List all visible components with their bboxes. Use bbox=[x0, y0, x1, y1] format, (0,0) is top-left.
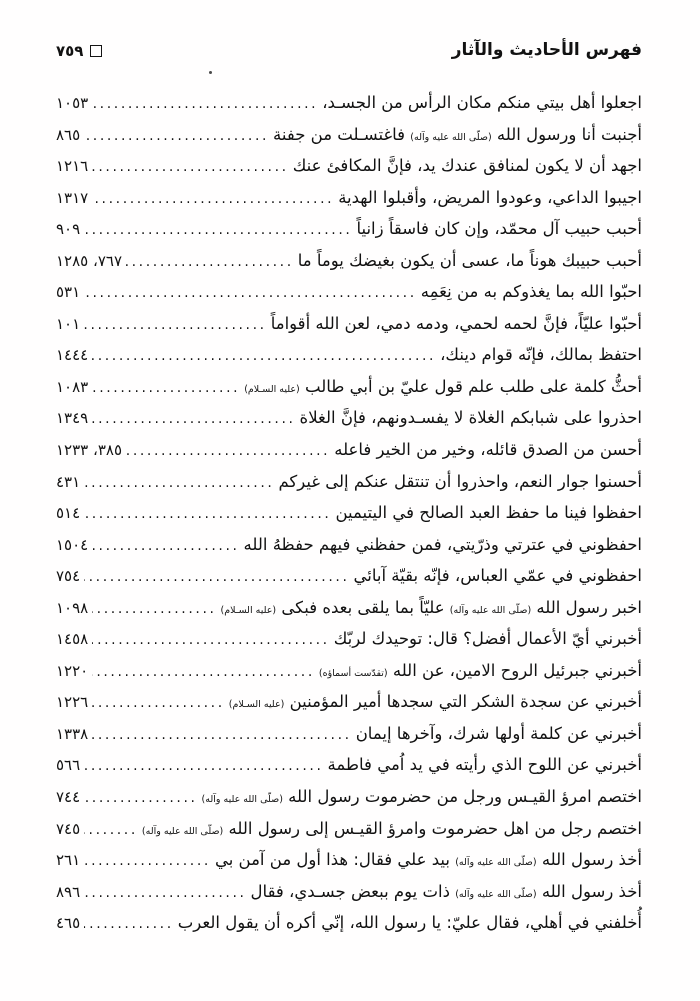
index-entry bbox=[56, 787, 642, 819]
dot-leader bbox=[84, 819, 138, 838]
dot-leader bbox=[84, 913, 174, 932]
entry-page-number: ٥١٤ bbox=[56, 504, 81, 523]
dot-leader bbox=[84, 882, 246, 901]
page-number-block bbox=[56, 40, 102, 60]
dot-leader bbox=[84, 314, 267, 333]
index-entry bbox=[56, 692, 642, 724]
dot-leader bbox=[84, 566, 349, 585]
entry-phrase: اجهد أن لا يكون لمنافق عندك يد، فإنَّ المكافئ عنك bbox=[292, 156, 642, 176]
index-entry bbox=[56, 913, 642, 945]
index-entries bbox=[56, 93, 642, 945]
index-entry bbox=[56, 156, 642, 188]
index-entry bbox=[56, 850, 642, 882]
entry-text bbox=[215, 850, 642, 869]
entry-honorific: (تقدّست أسماؤه) bbox=[318, 667, 388, 679]
index-entry bbox=[56, 819, 642, 851]
entry-text bbox=[322, 93, 642, 112]
entry-phrase: أحسنوا جوار النعم، واحذروا أن تنتقل عنكم إلى غيركم bbox=[278, 471, 642, 491]
index-entry bbox=[56, 345, 642, 377]
entry-page-number: ١٤٥٨ bbox=[56, 630, 89, 649]
entry-honorific: (صلّى الله عليه وآله) bbox=[455, 888, 537, 900]
entry-phrase: أخذ رسول الله bbox=[536, 850, 642, 870]
index-entry bbox=[56, 598, 642, 630]
dot-leader bbox=[92, 692, 225, 711]
entry-phrase: أخبرني عن اللوح الذي رأيته في يد اُمي فاطمة bbox=[327, 755, 642, 775]
entry-honorific: (صلّى الله عليه وآله) bbox=[410, 131, 492, 143]
page-title: فهرس الأحاديث والآثار bbox=[451, 40, 642, 60]
index-entry bbox=[56, 377, 642, 409]
index-entry bbox=[56, 125, 642, 157]
index-entry bbox=[56, 314, 642, 346]
entry-text bbox=[202, 787, 642, 806]
entry-phrase: اختصم رجل من اهل حضرموت وامرؤ القيـس إلى رسول الله bbox=[223, 818, 642, 838]
page-marker-square-icon bbox=[90, 45, 102, 57]
entry-phrase: أجنبت أنا ورسول الله bbox=[491, 124, 642, 144]
entry-page-number: ٧٥٤ bbox=[56, 567, 81, 586]
entry-phrase: أخبرني عن كلمة أولها شرك، وآخرها إيمان bbox=[355, 723, 642, 743]
dot-leader bbox=[84, 282, 417, 301]
entry-text bbox=[229, 692, 642, 711]
dot-leader bbox=[92, 93, 318, 112]
entry-text bbox=[142, 819, 642, 838]
entry-text bbox=[221, 598, 642, 617]
entry-phrase: أحسن من الصدق قائله، وخير من الخير فاعله bbox=[334, 440, 642, 460]
entry-page-number: ٧٤٤ bbox=[56, 788, 81, 807]
entry-text bbox=[298, 251, 642, 270]
dot-leader bbox=[126, 440, 330, 459]
entry-phrase: أُخلفني في أهلي، فقال عليّ: يا رسول الله، إنّي أكره أن يقول العرب bbox=[177, 913, 642, 933]
index-entry bbox=[56, 440, 642, 472]
index-entry bbox=[56, 251, 642, 283]
entry-text bbox=[293, 156, 642, 175]
entry-phrase: فاغتسـلت من جفنة bbox=[273, 124, 411, 144]
entry-page-number: ٤٦٥ bbox=[56, 914, 81, 933]
entry-text bbox=[356, 219, 642, 238]
entry-text bbox=[319, 661, 642, 680]
dot-leader bbox=[84, 787, 197, 806]
index-entry bbox=[56, 755, 642, 787]
entry-page-number: ١٥٠٤ bbox=[56, 535, 89, 554]
entry-page-number: ٣٨٥، ١٢٣٣ bbox=[56, 441, 123, 460]
entry-page-number: ٨٩٦ bbox=[56, 882, 81, 901]
entry-honorific: (صلّى الله عليه وآله) bbox=[449, 604, 532, 616]
entry-text bbox=[251, 882, 642, 901]
index-entry bbox=[56, 503, 642, 535]
entry-text bbox=[278, 472, 642, 491]
entry-phrase: احبّوا الله بما يغذوكم به من نِعَمِه bbox=[420, 282, 642, 302]
entry-phrase: أخذ رسول الله bbox=[536, 881, 642, 901]
entry-page-number: ١٢٢٠ bbox=[56, 661, 89, 680]
entry-page-number: ١٤٤٤ bbox=[56, 346, 89, 365]
entry-phrase: اختصم امرؤ القيـس ورجل من حضرموت رسول الله bbox=[282, 787, 642, 807]
dot-leader bbox=[92, 598, 216, 617]
entry-phrase: احفظوني في عمّي العباس، فإنّه بقيّة آبائي bbox=[353, 566, 642, 586]
index-entry bbox=[56, 629, 642, 661]
entry-page-number: ١٣٣٨ bbox=[56, 724, 89, 743]
index-entry bbox=[56, 661, 642, 693]
entry-page-number: ٨٦٥ bbox=[56, 125, 81, 144]
entry-phrase: أخبرني عن سجدة الشكر التي سجدها أمير المؤمنين bbox=[284, 692, 642, 712]
index-entry bbox=[56, 408, 642, 440]
entry-phrase: ذات يوم ببعض جسـدي، فقال bbox=[250, 881, 456, 901]
entry-phrase: احفظوني في عترتي وذرّيتي، فمن حفظني فيهم حفظهُ الله bbox=[243, 534, 642, 554]
entry-text bbox=[244, 377, 642, 396]
dot-leader bbox=[92, 345, 436, 364]
entry-phrase: أحبب حبيبك هوناً ما، عسى أن يكون بغيضك يوماً ما bbox=[297, 250, 642, 270]
dot-leader bbox=[84, 850, 211, 869]
entry-page-number: ٧٦٧، ١٢٨٥ bbox=[56, 251, 123, 270]
entry-honorific: (عليه السـلام) bbox=[220, 604, 277, 616]
entry-text bbox=[334, 629, 642, 648]
index-entry bbox=[56, 472, 642, 504]
entry-phrase: أخبرني أيّ الأعمال أفضل؟ قال: توحيدك لربّك bbox=[333, 629, 642, 649]
index-entry bbox=[56, 724, 642, 756]
dot-leader bbox=[84, 472, 274, 491]
index-entry bbox=[56, 882, 642, 914]
entry-text bbox=[300, 408, 642, 427]
entry-page-number: ١٠٩٨ bbox=[56, 598, 89, 617]
dot-leader bbox=[126, 251, 294, 270]
entry-text bbox=[354, 566, 643, 585]
page-number: ٧٥٩ bbox=[56, 42, 84, 60]
entry-phrase: احذروا على شبابكم الغلاة لا يفسـدونهم، فإنَّ الغلاة bbox=[299, 408, 642, 428]
entry-honorific: (صلّى الله عليه وآله) bbox=[141, 825, 224, 837]
entry-text bbox=[178, 913, 642, 932]
dot-leader bbox=[84, 219, 352, 238]
index-entry bbox=[56, 188, 642, 220]
entry-text bbox=[244, 535, 642, 554]
print-artifact-dot bbox=[209, 71, 212, 74]
entry-page-number: ١٠٥٣ bbox=[56, 94, 89, 112]
index-entry bbox=[56, 282, 642, 314]
entry-honorific: (عليه السـلام) bbox=[244, 383, 300, 395]
dot-leader bbox=[92, 156, 288, 175]
entry-phrase: اخبر رسول الله bbox=[531, 597, 642, 617]
dot-leader bbox=[84, 503, 331, 522]
entry-phrase: أحبّوا عليّاً، فإنَّ لحمه لحمي، ودمه دمي، لعن الله أقواماً bbox=[270, 313, 642, 333]
entry-text bbox=[335, 503, 642, 522]
entry-page-number: ١٢٢٦ bbox=[56, 693, 89, 712]
entry-phrase: أحثُّ كلمة على طلب علم قول عليّ بن أبي طالب bbox=[299, 376, 642, 396]
dot-leader bbox=[84, 755, 323, 774]
entry-honorific: (عليه السـلام) bbox=[228, 699, 285, 711]
index-entry bbox=[56, 566, 642, 598]
dot-leader bbox=[92, 535, 239, 554]
dot-leader bbox=[92, 661, 315, 680]
entry-text bbox=[356, 724, 642, 743]
page-header bbox=[56, 40, 642, 60]
entry-text bbox=[273, 125, 642, 144]
dot-leader bbox=[92, 188, 334, 207]
entry-phrase: بيد علي فقال: هذا أول من آمن بي bbox=[214, 850, 456, 870]
entry-page-number: ٧٤٥ bbox=[56, 819, 81, 838]
entry-page-number: ١٣٤٩ bbox=[56, 409, 89, 428]
index-entry bbox=[56, 535, 642, 567]
entry-text bbox=[421, 282, 642, 301]
entry-page-number: ٥٦٦ bbox=[56, 756, 81, 775]
entry-page-number: ٩٠٩ bbox=[56, 220, 81, 239]
dot-leader bbox=[92, 724, 351, 743]
entry-page-number: ٢٦١ bbox=[56, 851, 81, 870]
entry-phrase: احتفظ بمالك، فإنّه قوام دينك، bbox=[440, 345, 642, 365]
entry-page-number: ١٣١٧ bbox=[56, 188, 89, 207]
dot-leader bbox=[84, 125, 269, 144]
dot-leader bbox=[92, 377, 240, 396]
entry-phrase: أحبب حبيب آل محمّد، وإن كان فاسقاً زانياً bbox=[356, 219, 642, 239]
entry-text bbox=[334, 440, 642, 459]
dot-leader bbox=[92, 408, 295, 427]
entry-phrase: عليّاً بما يلقى بعده فبكى bbox=[276, 597, 450, 617]
index-entry bbox=[56, 93, 642, 125]
entry-phrase: اجعلوا أهل بيتي منكم مكان الرأس من الجسـد، bbox=[322, 93, 642, 112]
entry-phrase: أخبرني جبرئيل الروح الامين، عن الله bbox=[387, 660, 642, 680]
entry-page-number: ١٢١٦ bbox=[56, 157, 89, 176]
dot-leader bbox=[92, 629, 330, 648]
entry-honorific: (صلّى الله عليه وآله) bbox=[455, 857, 537, 869]
entry-text bbox=[271, 314, 642, 333]
entry-page-number: ١٠٨٣ bbox=[56, 377, 89, 396]
entry-honorific: (صلّى الله عليه وآله) bbox=[201, 794, 283, 806]
entry-page-number: ١٠١ bbox=[56, 314, 81, 333]
entry-page-number: ٥٣١ bbox=[56, 283, 81, 302]
entry-text bbox=[328, 755, 642, 774]
entry-page-number: ٤٣١ bbox=[56, 472, 81, 491]
entry-phrase: اجيبوا الداعي، وعودوا المريض، وأقبلوا الهدية bbox=[338, 187, 642, 207]
entry-phrase: احفظوا فينا ما حفظ العبد الصالح في اليتيمين bbox=[335, 503, 642, 523]
index-entry bbox=[56, 219, 642, 251]
entry-text bbox=[338, 188, 642, 207]
entry-text bbox=[440, 345, 642, 364]
